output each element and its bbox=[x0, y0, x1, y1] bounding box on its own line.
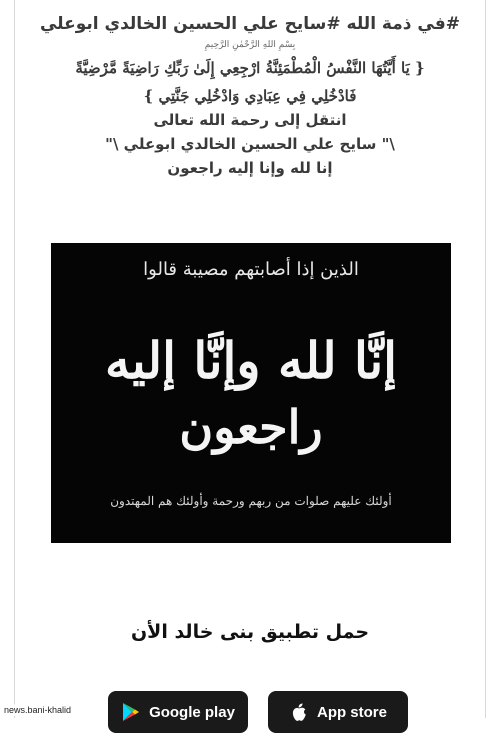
banner-bottom-text: أولئك عليهم صلوات من ربهم ورحمة وأولئك هم المهتدون bbox=[110, 494, 392, 508]
condolence-banner-art bbox=[51, 243, 451, 543]
google-play-icon bbox=[121, 702, 141, 722]
app-promo-headline: حمل تطبيق بنى خالد الأن bbox=[130, 621, 370, 643]
quran-verse-line-1: { يَا أَيَّتُهَا النَّفْسُ الْمُطْمَئِنَّةُ ارْجِعِي إِلَىٰ رَبِّكِ رَاضِيَةً مَّرْضِيَّةً bbox=[75, 59, 425, 77]
post-card bbox=[14, 0, 486, 721]
quran-verse-line-2: فَادْخُلِي فِي عِبَادِي وَادْخُلِي جَنَّتِي } bbox=[143, 87, 357, 105]
passed-away-text: انتقل إلى رحمة الله تعالى bbox=[153, 111, 347, 129]
banner-main-line-1: إنَّا لله وإنَّا إليه bbox=[104, 331, 398, 390]
condolence-text: إنا لله وإنا إليه راجعون bbox=[167, 159, 333, 177]
post-title: #في ذمة الله #سايح علي الحسين الخالدي ابوعلي bbox=[39, 14, 460, 34]
deceased-name: \" سايح علي الحسين الخالدي ابوعلي \" bbox=[105, 135, 395, 153]
app-store-label: App store bbox=[316, 703, 387, 721]
basmala: بِسْمِ اللهِ الرَّحْمٰنِ الرَّحِيمِ bbox=[204, 40, 296, 50]
source-watermark: news.bani-khalid bbox=[4, 705, 72, 715]
apple-icon bbox=[289, 702, 309, 722]
banner-main-line-2: راجعون bbox=[179, 400, 323, 454]
app-store-button[interactable] bbox=[268, 691, 408, 733]
banner-top-text: الذين إذا أصابتهم مصيبة قالوا bbox=[143, 259, 359, 280]
google-play-label: Google play bbox=[149, 703, 235, 721]
google-play-button[interactable] bbox=[108, 691, 248, 733]
post-text bbox=[15, 12, 485, 180]
condolence-banner-image bbox=[51, 243, 451, 543]
